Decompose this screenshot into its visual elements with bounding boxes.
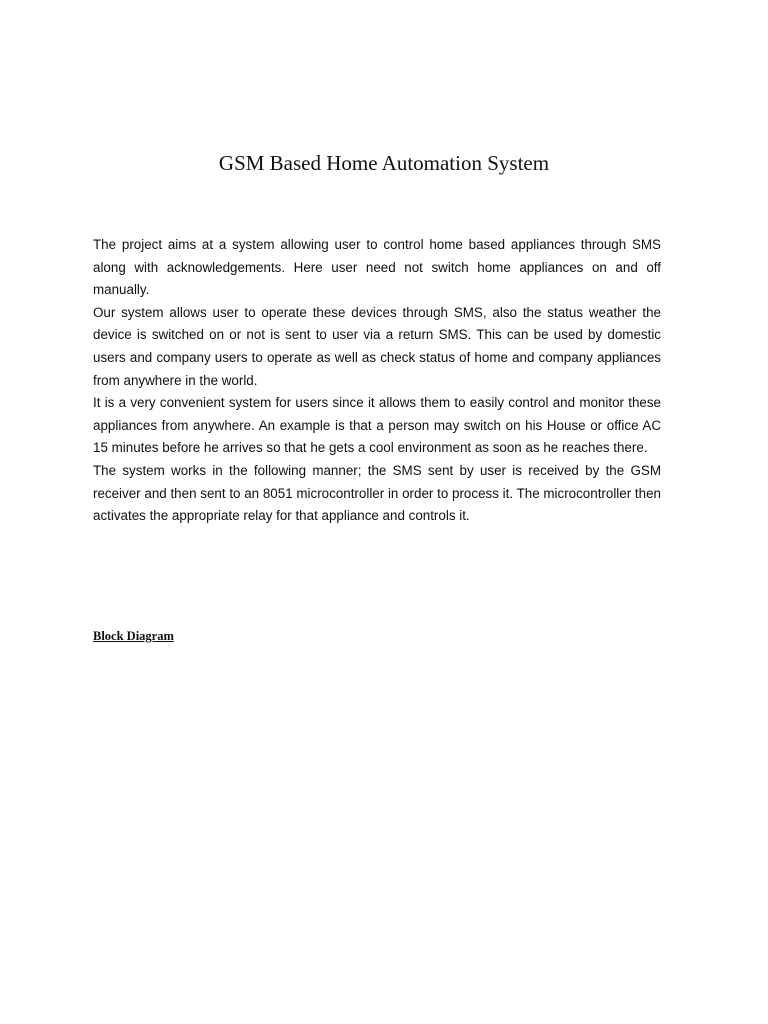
paragraph-intro: The project aims at a system allowing user to control home based appliances through SMS along with acknowledgements. Here user need not switch home appliances on and off manually. [93,237,661,298]
body-text [93,234,661,528]
paragraph-operation: Our system allows user to operate these devices through SMS, also the status weather the device is switched on or not is sent to user via a return SMS. This can be used by domestic users and company users to operate as well as check status of home and company appliances from anywhere in the world. [93,304,661,388]
paragraph-working: The system works in the following manner; the SMS sent by user is received by the GSM receiver and then sent to an 8051 microcontroller in order to process it. The microcontroller then activates the appropriate relay for that appliance and controls it. [93,462,661,524]
paragraph-convenience: It is a very convenient system for users since it allows them to easily control and monitor these appliances from anywhere. An example is that a person may switch on his House or office AC 15 minutes before he arrives so that he gets a cool environment as soon as he reaches there. [93,395,661,456]
section-heading-block-diagram: Block Diagram [93,629,174,643]
document-title: GSM Based Home Automation System [218,151,550,175]
